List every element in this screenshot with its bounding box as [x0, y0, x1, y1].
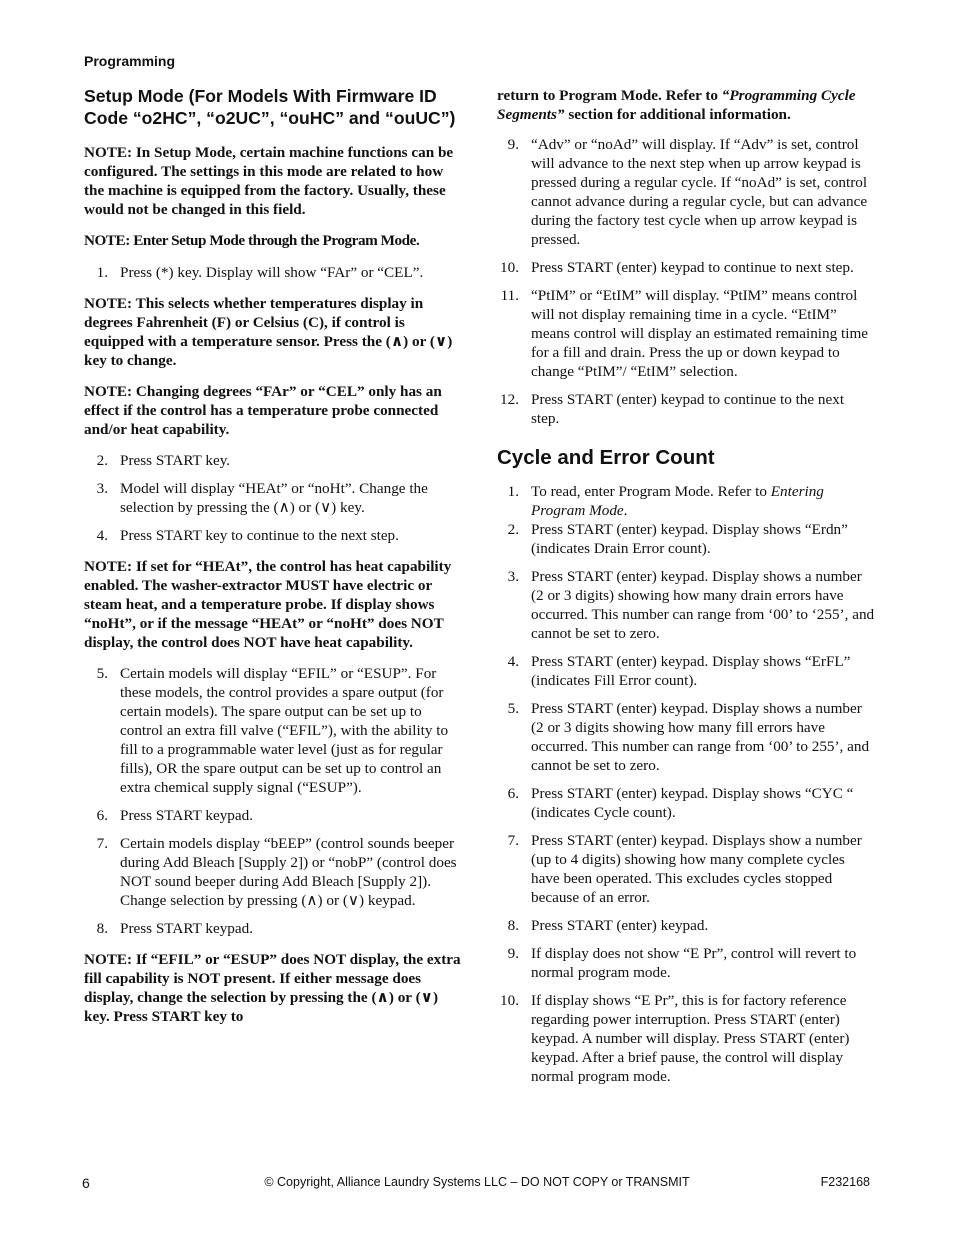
- step-text: If display does not show “E Pr”, control will revert to normal program mode.: [531, 945, 857, 981]
- step-number: 11.: [500, 287, 519, 304]
- step-number: 6.: [96, 807, 108, 824]
- list-item: [497, 390, 875, 428]
- continuation-text-b: section for additional information.: [564, 106, 791, 123]
- step-text: “Adv” or “noAd” will display. If “Adv” is set, control will advance to the next step when up arrow keypad is pressed during a regular cycle. If “noAd” is set, control cannot advance during a regular cycle, but can advance during the factory test cycle when up arrow keypad is pressed.: [531, 136, 868, 248]
- list-item: [84, 451, 462, 470]
- list-item: [497, 652, 875, 690]
- page-number: 6: [82, 1175, 90, 1191]
- list-item: [84, 834, 462, 910]
- continuation-text-a: return to Program Mode. Refer to: [497, 87, 722, 104]
- step-number: 8.: [507, 917, 519, 934]
- step-number: 7.: [507, 832, 519, 849]
- list-item: [84, 526, 462, 545]
- step-text: Press START key to continue to the next step.: [120, 527, 399, 544]
- list-item: [84, 479, 462, 517]
- step-number: 7.: [96, 835, 108, 852]
- step-text: Press START (enter) keypad. Display shows “CYC “ (indicates Cycle count).: [531, 785, 854, 821]
- list-item: [84, 806, 462, 825]
- note-heat-capability: NOTE: If set for “HEAt”, the control has heat capability enabled. The washer-extractor MUST have electric or steam heat, and a temperature probe. If display shows “noHt”, or if the message “HEAt” or “noHt” does NOT display, the control does NOT have heat capability.: [84, 558, 452, 651]
- copyright-notice: © Copyright, Alliance Laundry Systems LLC – DO NOT COPY or TRANSMIT: [264, 1175, 690, 1189]
- list-item: [84, 263, 462, 282]
- running-header: Programming: [84, 53, 176, 69]
- note-extra-fill: NOTE: If “EFIL” or “ESUP” does NOT display, the extra fill capability is NOT present. If either message does display, change the selection by pressing the (∧) or (∨) key. Press START key to: [84, 951, 461, 1025]
- step-text: Press START (enter) keypad to continue to next step.: [531, 259, 854, 276]
- list-item: [84, 919, 462, 938]
- step-text: [531, 482, 875, 520]
- step-number: 12.: [500, 391, 519, 408]
- list-item: [497, 944, 875, 982]
- step-text-a: To read, enter Program Mode. Refer to: [531, 483, 771, 500]
- step-number: 6.: [507, 785, 519, 802]
- step-number: 8.: [96, 920, 108, 937]
- list-item: [497, 699, 875, 775]
- list-item: [84, 664, 462, 797]
- step-text: Press START (enter) keypad. Display shows “ErFL” (indicates Fill Error count).: [531, 653, 851, 689]
- step-text: Press START (enter) keypad. Displays show a number (up to 4 digits) showing how many complete cycles have been operated. This excludes cycles stopped because of an error.: [531, 832, 862, 906]
- step-text: Certain models display “bEEP” (control sounds beeper during Add Bleach [Supply 2]) or “nobP” (control does NOT sound beeper during Add Bleach [Supply 2]). Change selection by pressing (∧) or (∨) keypad.: [120, 835, 457, 909]
- list-item: [497, 916, 875, 935]
- note-temperature-units: NOTE: This selects whether temperatures display in degrees Fahrenheit (F) or Celsius (C), if control is equipped with a temperature sensor. Press the (∧) or (∨) key to change.: [84, 295, 453, 369]
- cross-reference-programming-cycle-segments: “Programming Cycle Segments”: [497, 87, 856, 123]
- list-item: [497, 784, 875, 822]
- setup-mode-heading: Setup Mode (For Models With Firmware ID Code “o2HC”, “o2UC”, “ouHC” and “ouUC”): [84, 86, 456, 128]
- step-number: 2.: [507, 521, 519, 538]
- step-number: 5.: [96, 665, 108, 682]
- list-item: [497, 520, 875, 558]
- list-item: [497, 286, 875, 381]
- step-text: Press (*) key. Display will show “FAr” or “CEL”.: [120, 264, 424, 281]
- cross-reference-entering-program-mode: Entering Program Mode: [531, 483, 824, 519]
- cycle-error-count-heading: Cycle and Error Count: [497, 446, 715, 469]
- setup-steps-3: [84, 664, 462, 938]
- step-number: 1.: [507, 483, 519, 500]
- step-number: 1.: [96, 264, 108, 281]
- step-number: 5.: [507, 700, 519, 717]
- list-item: [497, 831, 875, 907]
- step-number: 9.: [507, 136, 519, 153]
- list-item: [497, 482, 875, 520]
- note-temperature-probe: NOTE: Changing degrees “FAr” or “CEL” only has an effect if the control has a temperature probe connected and/or heat capability.: [84, 383, 442, 438]
- step-text: Certain models will display “EFIL” or “ESUP”. For these models, the control provides a spare output (for certain models). The spare output can be set up to control an extra fill valve (“EFIL”), with the ability to fill to a programmable water level (just as for regular fills), OR the spare output can be set up to control an extra chemical supply signal (“ESUP”).: [120, 665, 449, 796]
- cycle-count-steps: [497, 482, 875, 520]
- note-setup-mode: NOTE: In Setup Mode, certain machine functions can be configured. The settings in this mode are related to how the machine is equipped from the factory. Usually, these would not be changed in this field.: [84, 144, 454, 218]
- list-item: [497, 135, 875, 249]
- step-text: Press START keypad.: [120, 920, 254, 937]
- step-number: 10.: [500, 259, 519, 276]
- step-text: Model will display “HEAt” or “noHt”. Change the selection by pressing the (∧) or (∨) key.: [120, 480, 428, 516]
- document-id: F232168: [820, 1175, 870, 1189]
- step-text: Press START (enter) keypad to continue to the next step.: [531, 391, 845, 427]
- setup-steps-4: [497, 135, 875, 428]
- step-text: “PtIM” or “EtIM” will display. “PtIM” means control will not display remaining time in a cycle. “EtIM” means control will display an estimated remaining time for a fill and drain. Press the up or down keypad to change “PtIM”/ “EtIM” selection.: [531, 287, 868, 380]
- step-number: 2.: [96, 452, 108, 469]
- step-number: 10.: [500, 992, 519, 1009]
- step-text: Press START keypad.: [120, 807, 254, 824]
- note-enter-setup: NOTE: Enter Setup Mode through the Program Mode.: [84, 232, 420, 249]
- step-number: 4.: [507, 653, 519, 670]
- step-text: Press START (enter) keypad. Display shows a number (2 or 3 digits) showing how many drain errors have occurred. This number can range from ‘00’ to ‘255’, and cannot be set to zero.: [531, 568, 875, 642]
- setup-steps-2: [84, 451, 462, 545]
- step-text: Press START (enter) keypad.: [531, 917, 709, 934]
- step-text-b: .: [623, 502, 628, 519]
- note-continuation: [497, 86, 875, 124]
- step-number: 9.: [507, 945, 519, 962]
- list-item: [497, 991, 875, 1086]
- step-text: Press START (enter) keypad. Display shows a number (2 or 3 digits showing how many fill errors have occurred. This number can range from ‘00’ to 255’, and cannot be set to zero.: [531, 700, 870, 774]
- step-text: Press START (enter) keypad. Display shows “Erdn” (indicates Drain Error count).: [531, 521, 848, 557]
- step-text: If display shows “E Pr”, this is for factory reference regarding power interruption. Press START (enter) keypad. A number will display. Press START (enter) keypad. After a brief pause, the control will display normal program mode.: [531, 992, 850, 1085]
- step-number: 3.: [96, 480, 108, 497]
- cycle-count-steps-continued: [497, 520, 875, 1086]
- list-item: [497, 258, 875, 277]
- setup-steps-1: [84, 263, 462, 282]
- step-text: Press START key.: [120, 452, 231, 469]
- list-item: [497, 567, 875, 643]
- left-column: [84, 86, 462, 1038]
- right-column: [497, 86, 875, 1098]
- step-number: 3.: [507, 568, 519, 585]
- step-number: 4.: [96, 527, 108, 544]
